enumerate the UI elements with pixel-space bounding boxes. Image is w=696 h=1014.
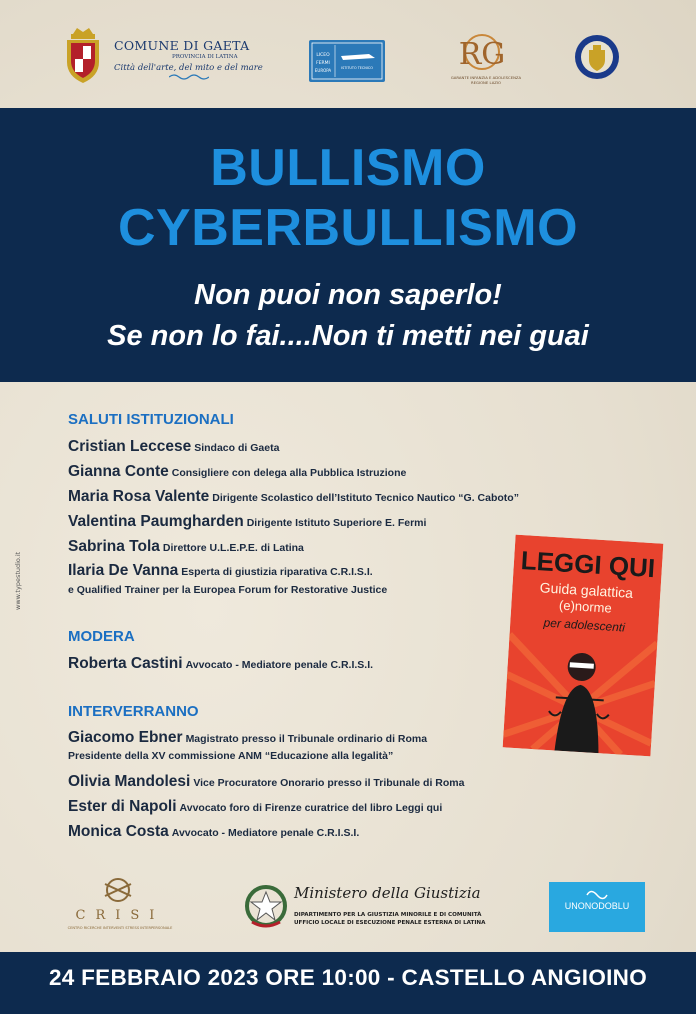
speaker-role: Avvocato foro di Firenze curatrice del libro Leggi qui [179,802,443,814]
saluti-entry [68,536,304,556]
liceo-text: ISTITUTO TECNICO [341,66,373,70]
event-date-location: 24 FEBBRAIO 2023 ORE 10:00 - CASTELLO ANGIOINO [48,965,648,990]
book-subtitle-1: Guida galattica [539,579,634,601]
saluti-entry [68,436,279,456]
subtitle-line-2: Se non lo fai....Non ti metti nei guai [107,320,589,352]
speaker-role: Magistrato presso il Tribunale ordinario di Roma [185,733,428,745]
knot-icon [585,888,609,902]
comune-sub: PROVINCIA DI LATINA [172,54,238,60]
speaker-name: Ester di Napoli [68,798,177,815]
crisi-word: CRISI [75,908,165,923]
speaker-name: Maria Rosa Valente [68,488,210,505]
interverranno-entry [68,796,442,816]
rg-letters: RG [458,37,506,72]
interverranno-entry [68,821,359,841]
speaker-name: Monica Costa [68,823,169,840]
saluti-entry [68,560,373,580]
speaker-role: Esperta di giustizia riparativa C.R.I.S.I. [181,566,373,578]
speaker-name: Ilaria De Vanna [68,562,179,579]
liceo-fermi-logo [309,40,385,82]
department-line-1: DIPARTIMENTO PER LA GIUSTIZIA MINORILE E DI COMUNITÀ [294,912,482,918]
comune-di-gaeta-logo [114,38,264,81]
school-logo-icon [309,40,385,82]
speaker-name: Valentina Paumgharden [68,513,244,530]
speaker-role: Dirigente Scolastico dell’Istituto Tecnico Nautico “G. Caboto” [212,492,519,504]
modera-heading: MODERA [68,628,135,645]
svg-text:FERMI: FERMI [316,61,330,66]
saluti-entry [68,511,426,531]
speaker-name: Sabrina Tola [68,538,160,555]
book-cover-leggi-qui [503,535,664,757]
interverranno-entry [68,727,427,747]
header-logos [0,0,696,108]
speaker-role: Direttore U.L.E.P.E. di Latina [162,542,304,554]
speaker-role: Dirigente Istituto Superiore E. Fermi [246,517,427,529]
speaker-role: Sindaco di Gaeta [194,442,280,454]
speaker-role-continued: Presidente della XV commissione ANM “Educazione alla legalità” [68,750,394,762]
speaker-name: Cristian Leccese [68,438,192,455]
speaker-name: Gianna Conte [68,463,169,480]
saluti-heading: SALUTI ISTITUZIONALI [68,411,234,428]
ministero-department [294,912,485,927]
title-line-2: CYBERBULLISMO [117,199,579,257]
speaker-name: Olivia Mandolesi [68,773,191,790]
book-title: LEGGI QUI [520,545,656,584]
modera-entry [68,653,373,673]
speaker-role-continued: e Qualified Trainer per la Europea Forum for Restorative Justice [68,584,388,596]
saluti-entry [68,461,406,481]
interverranno-entry [68,771,464,791]
saluti-entry [68,486,519,506]
book-subtitle-2: (e)norme [558,597,613,616]
polizia-penitenziaria-logo [574,34,620,80]
wave-icon [169,73,209,81]
subtitle-line-1: Non puoi non saperlo! [194,279,502,311]
speaker-role: Avvocato - Mediatore penale C.R.I.S.I. [171,827,360,839]
speaker-role: Consigliere con delega alla Pubblica Istruzione [171,467,407,479]
interverranno-heading: INTERVERRANNO [68,703,199,720]
garante-caption: GARANTE INFANZIA E ADOLESCENZA REGIONE LAZIO [450,75,522,85]
gaeta-crest-icon [64,28,102,84]
ministero-title: Ministero della Giustizia [294,884,481,902]
crisi-sub: CENTRO RICERCHE INTERVENTI STRESS INTERPERSONALE [67,926,173,930]
speaker-role: Avvocato - Mediatore penale C.R.I.S.I. [185,659,374,671]
side-credit: www.typestudio.it [14,551,22,610]
italian-republic-emblem-icon [244,884,288,930]
speaker-name: Roberta Castini [68,655,183,672]
comune-motto: Città dell'arte, del mito e del mare [114,63,263,73]
title-line-1: BULLISMO [210,139,486,197]
book-subtitle-3: per adolescenti [543,615,626,635]
svg-text:LICEO: LICEO [316,53,330,58]
speaker-role: Vice Procuratore Onorario presso il Tribunale di Roma [193,777,465,789]
department-line-2: UFFICIO LOCALE DI ESECUZIONE PENALE ESTERNA DI LATINA [294,919,486,926]
comune-title: COMUNE DI GAETA [114,38,250,53]
speaker-name: Giacomo Ebner [68,729,183,746]
svg-text:EUROPA: EUROPA [314,68,332,73]
unonodoblu-word: UNONODOBLU [564,901,630,911]
